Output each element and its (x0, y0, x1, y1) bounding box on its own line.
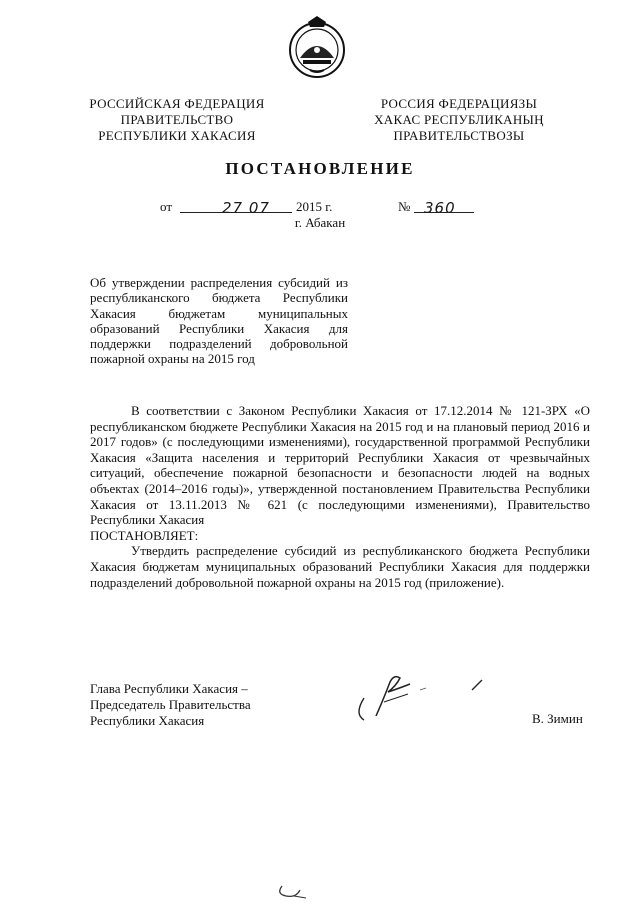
body-paragraph-1: В соответствии с Законом Республики Хакасия от 17.12.2014 № 121-ЗРХ «О республиканском бюджете Республики Хакасия на 2015 год и на плановый период 2016 и 2017 годов» (с последующими изменениями), государственной программой Республики Хакасия «Защита населения и территорий Республики Хакасия от чрезвычайных ситуаций, обеспечение пожарной безопасности и безопасности людей на водных объектах (2014–2016 годы)», утвержденной постановлением Правительства Республики Хакасия от 13.11.2013 № 621 (с последующими изменениями), Правительство Республики Хакасия (90, 403, 590, 528)
header-right-line-3: ПРАВИТЕЛЬСТВОЗЫ (393, 128, 525, 143)
handwritten-signature (350, 668, 500, 730)
dateline-year: 2015 г. (296, 199, 333, 214)
number-handwritten: 360 (424, 199, 456, 217)
body-resolves: ПОСТАНОВЛЯЕТ: (90, 527, 199, 543)
date-handwritten: 27 07 (222, 199, 270, 217)
signatory-position-line-2: Председатель Правительства (90, 697, 251, 712)
dateline-from-label: от (160, 199, 173, 214)
document-subject: Об утверждении распределения субсидий из республиканского бюджета Республики Хакасия бюджетам муниципальных образований Республики Хакасия для поддержки подразделений добровольной пожарной охраны на 2015 год (90, 275, 348, 367)
signatory-position (90, 681, 251, 729)
header-left-line-1: РОССИЙСКАЯ ФЕДЕРАЦИЯ (89, 96, 265, 111)
header-right-block (356, 96, 562, 144)
document-body (90, 403, 590, 590)
dateline-number-label: № (398, 199, 411, 214)
body-paragraph-2: Утвердить распределение субсидий из республиканского бюджета Республики Хакасия бюджетам муниципальных образований Республики Хакасия для поддержки подразделений добровольной пожарной охраны на 2015 год (приложение). (90, 543, 590, 590)
signatory-name: В. Зимин (532, 711, 583, 726)
header-right-line-2: ХАКАС РЕСПУБЛИКАНЫҢ (374, 112, 544, 127)
header-left-line-3: РЕСПУБЛИКИ ХАКАСИЯ (98, 128, 256, 143)
signatory-position-line-3: Республики Хакасия (90, 713, 205, 728)
header-left-block (74, 96, 280, 144)
signatory-position-line-1: Глава Республики Хакасия – (90, 681, 248, 696)
header-left-line-2: ПРАВИТЕЛЬСТВО (120, 112, 234, 127)
scan-mark (272, 880, 312, 902)
header-right-line-1: РОССИЯ ФЕДЕРАЦИЯЗЫ (380, 96, 538, 111)
document-title: ПОСТАНОВЛЕНИЕ (225, 159, 415, 178)
coat-of-arms-emblem (286, 14, 348, 80)
city-label: г. Абакан (294, 215, 346, 230)
